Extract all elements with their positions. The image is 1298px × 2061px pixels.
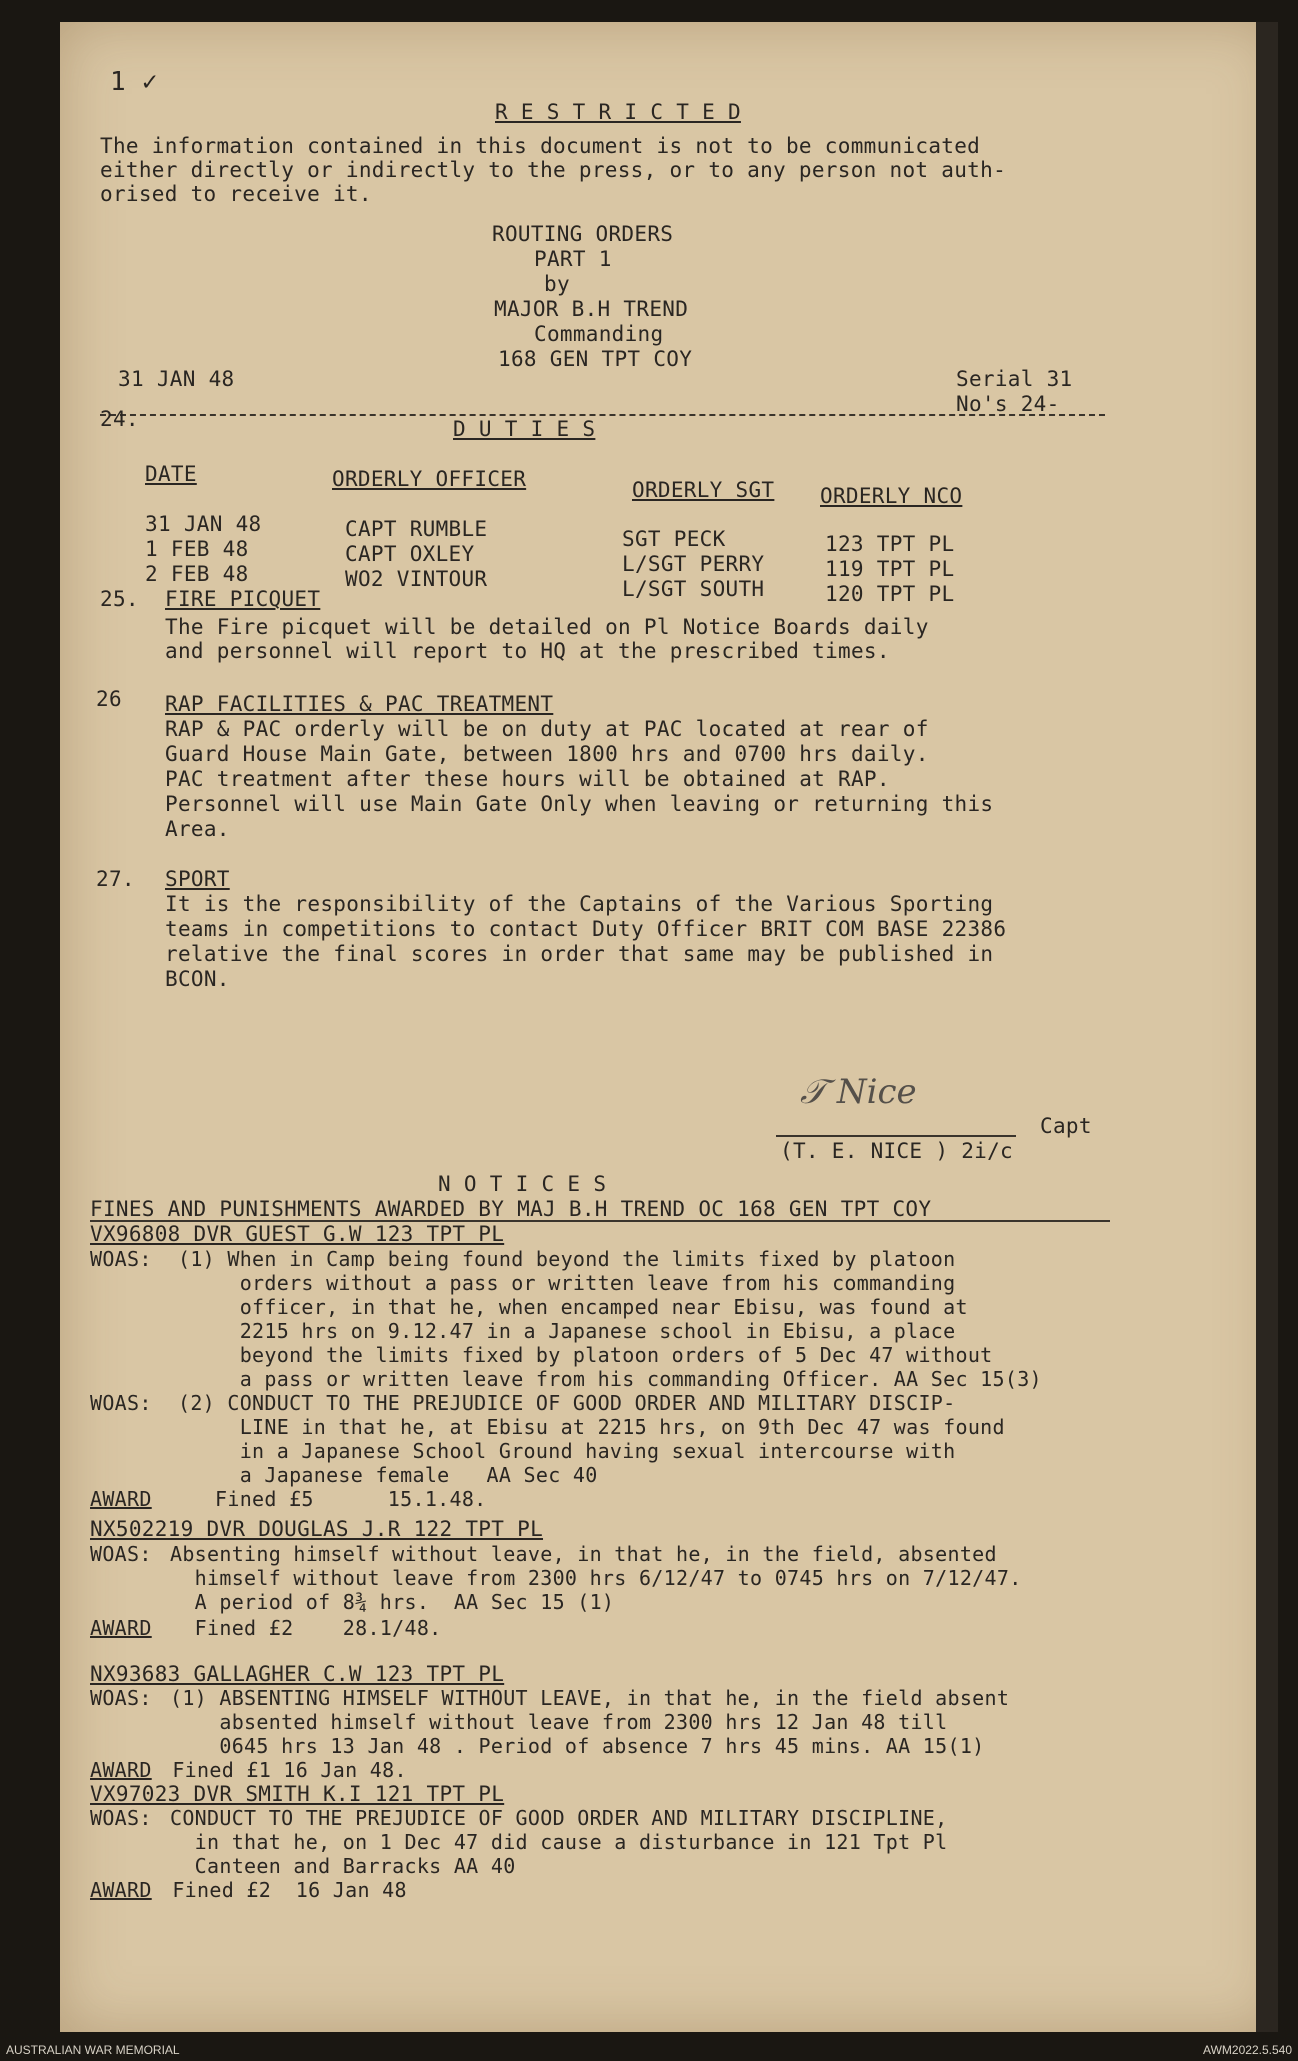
case-4-award-label: AWARD <box>90 1878 152 1902</box>
title-line-1: ROUTING ORDERS <box>492 222 674 246</box>
item-27-line-2: teams in competitions to contact Duty Officer BRIT COM BASE 22386 <box>165 917 1007 941</box>
item-26-heading: RAP FACILITIES & PAC TREATMENT <box>165 692 554 716</box>
duty-row-2-date: 1 FEB 48 <box>145 537 249 561</box>
duty-row-1-sgt: SGT PECK <box>622 527 726 551</box>
case-3-label-1: WOAS: <box>90 1686 152 1710</box>
case-1-line-8: LINE in that he, at Ebisu at 2215 hrs, on 9th Dec 47 was found <box>178 1415 1005 1439</box>
item-25-line-1: The Fire picquet will be detailed on Pl Notice Boards daily <box>165 615 929 639</box>
item-26-line-4: Personnel will use Main Gate Only when leaving or returning this <box>165 792 994 816</box>
duties-col-officer: ORDERLY OFFICER <box>332 467 527 491</box>
case-3-award: Fined £1 16 Jan 48. <box>160 1758 407 1782</box>
case-1-award-label: AWARD <box>90 1487 152 1511</box>
case-3-line-1: (1) ABSENTING HIMSELF WITHOUT LEAVE, in that he, in the field absent <box>170 1686 1010 1710</box>
duty-row-2-nco: 119 TPT PL <box>825 557 955 581</box>
archive-credit: AUSTRALIAN WAR MEMORIAL <box>6 2043 180 2057</box>
item-26-number: 26 <box>96 687 122 711</box>
page-edge <box>1256 22 1278 2032</box>
item-27-number: 27. <box>96 867 135 891</box>
order-numbers: No's 24- <box>956 392 1060 416</box>
duties-heading: D U T I E S <box>453 417 596 441</box>
case-1-title: VX96808 DVR GUEST G.W 123 TPT PL <box>90 1222 505 1246</box>
case-1-label-2: WOAS: <box>90 1391 152 1415</box>
title-line-6: 168 GEN TPT COY <box>498 347 693 371</box>
title-line-2: PART 1 <box>534 247 612 271</box>
notices-subheading: FINES AND PUNISHMENTS AWARDED BY MAJ B.H TREND OC 168 GEN TPT COY <box>90 1197 932 1221</box>
case-4-award: Fined £2 16 Jan 48 <box>160 1878 407 1902</box>
serial-number: Serial 31 <box>956 367 1073 391</box>
item-26-line-2: Guard House Main Gate, between 1800 hrs and 0700 hrs daily. <box>165 742 929 766</box>
item-27-line-3: relative the final scores in order that same may be published in <box>165 942 994 966</box>
case-2-line-2: himself without leave from 2300 hrs 6/12/47 to 0745 hrs on 7/12/47. <box>170 1566 1022 1590</box>
case-2-title: NX502219 DVR DOUGLAS J.R 122 TPT PL <box>90 1517 544 1541</box>
title-line-3: by <box>544 272 570 296</box>
item-26-line-1: RAP & PAC orderly will be on duty at PAC located at rear of <box>165 717 929 741</box>
duty-row-2-officer: CAPT OXLEY <box>345 542 475 566</box>
case-1-line-10: a Japanese female AA Sec 40 <box>178 1463 598 1487</box>
case-4-line-1: CONDUCT TO THE PREJUDICE OF GOOD ORDER AND MILITARY DISCIPLINE, <box>170 1806 948 1830</box>
case-2-line-3: A period of 8¾ hrs. AA Sec 15 (1) <box>170 1590 615 1614</box>
case-1-line-5: beyond the limits fixed by platoon orders of 5 Dec 47 without <box>178 1343 993 1367</box>
case-1-line-2: orders without a pass or written leave from his commanding <box>178 1271 956 1295</box>
case-1-label-1: WOAS: <box>90 1247 152 1271</box>
duty-row-1-date: 31 JAN 48 <box>145 512 262 536</box>
duties-col-sgt: ORDERLY SGT <box>632 478 775 502</box>
case-3-award-label: AWARD <box>90 1758 152 1782</box>
signature-line <box>776 1135 1016 1137</box>
header-divider <box>100 414 1105 416</box>
signatory-name: (T. E. NICE ) 2i/c <box>780 1139 1013 1163</box>
signatory-rank: Capt <box>1040 1114 1092 1138</box>
title-line-4: MAJOR B.H TREND <box>494 297 689 321</box>
item-25-line-2: and personnel will report to HQ at the prescribed times. <box>165 639 890 663</box>
order-date: 31 JAN 48 <box>118 367 235 391</box>
item-26-line-5: Area. <box>165 817 230 841</box>
archive-reference: AWM2022.5.540 <box>1203 2043 1292 2057</box>
document-page <box>60 22 1278 2032</box>
case-1-line-6: a pass or written leave from his commanding Officer. AA Sec 15(3) <box>178 1367 1042 1391</box>
item-25-heading: FIRE PICQUET <box>165 587 321 611</box>
case-4-line-3: Canteen and Barracks AA 40 <box>170 1854 516 1878</box>
item-27-line-4: BCON. <box>165 967 230 991</box>
duty-row-3-officer: WO2 VINTOUR <box>345 567 488 591</box>
caveat-line-1: The information contained in this document is not to be communicated <box>100 134 981 158</box>
case-2-label-1: WOAS: <box>90 1542 152 1566</box>
item-25-number: 25. <box>100 587 139 611</box>
item-26-line-3: PAC treatment after these hours will be obtained at RAP. <box>165 767 890 791</box>
title-line-5: Commanding <box>534 322 664 346</box>
duty-row-1-officer: CAPT RUMBLE <box>345 517 488 541</box>
case-2-award: Fined £2 28.1/48. <box>170 1616 442 1640</box>
notices-heading: N O T I C E S <box>438 1172 607 1196</box>
duty-row-3-date: 2 FEB 48 <box>145 562 249 586</box>
duties-col-date: DATE <box>145 462 197 486</box>
case-4-title: VX97023 DVR SMITH K.I 121 TPT PL <box>90 1782 505 1806</box>
duties-col-nco: ORDERLY NCO <box>820 484 963 508</box>
case-2-award-label: AWARD <box>90 1616 152 1640</box>
item-27-line-1: It is the responsibility of the Captains of the Various Sporting <box>165 892 994 916</box>
classification-heading: R E S T R I C T E D <box>495 100 741 124</box>
duty-row-1-nco: 123 TPT PL <box>825 532 955 556</box>
case-3-title: NX93683 GALLAGHER C.W 123 TPT PL <box>90 1662 505 1686</box>
duty-row-3-sgt: L/SGT SOUTH <box>622 577 765 601</box>
case-1-line-3: officer, in that he, when encamped near Ebisu, was found at <box>178 1295 968 1319</box>
caveat-line-3: orised to receive it. <box>100 182 372 206</box>
case-1-line-7: (2) CONDUCT TO THE PREJUDICE OF GOOD ORDER AND MILITARY DISCIP- <box>178 1391 956 1415</box>
handwritten-signature: 𝒯 Nice <box>800 1072 917 1112</box>
duty-row-3-nco: 120 TPT PL <box>825 582 955 606</box>
case-1-line-1: (1) When in Camp being found beyond the limits fixed by platoon <box>178 1247 956 1271</box>
case-1-line-4: 2215 hrs on 9.12.47 in a Japanese school in Ebisu, a place <box>178 1319 956 1343</box>
case-1-award: Fined £5 15.1.48. <box>178 1487 487 1511</box>
case-4-label-1: WOAS: <box>90 1806 152 1830</box>
duties-number: 24. <box>100 407 139 431</box>
case-3-line-2: absented himself without leave from 2300 hrs 12 Jan 48 till <box>170 1710 948 1734</box>
handwritten-mark: 1 ✓ <box>110 67 158 97</box>
case-1-line-9: in a Japanese School Ground having sexual intercourse with <box>178 1439 956 1463</box>
case-4-line-2: in that he, on 1 Dec 47 did cause a disturbance in 121 Tpt Pl <box>170 1830 948 1854</box>
item-27-heading: SPORT <box>165 867 230 891</box>
case-2-line-1: Absenting himself without leave, in that he, in the field, absented <box>170 1542 997 1566</box>
case-3-line-3: 0645 hrs 13 Jan 48 . Period of absence 7 hrs 45 mins. AA 15(1) <box>170 1734 985 1758</box>
duty-row-2-sgt: L/SGT PERRY <box>622 552 765 576</box>
caveat-line-2: either directly or indirectly to the press, or to any person not auth- <box>100 158 1007 182</box>
